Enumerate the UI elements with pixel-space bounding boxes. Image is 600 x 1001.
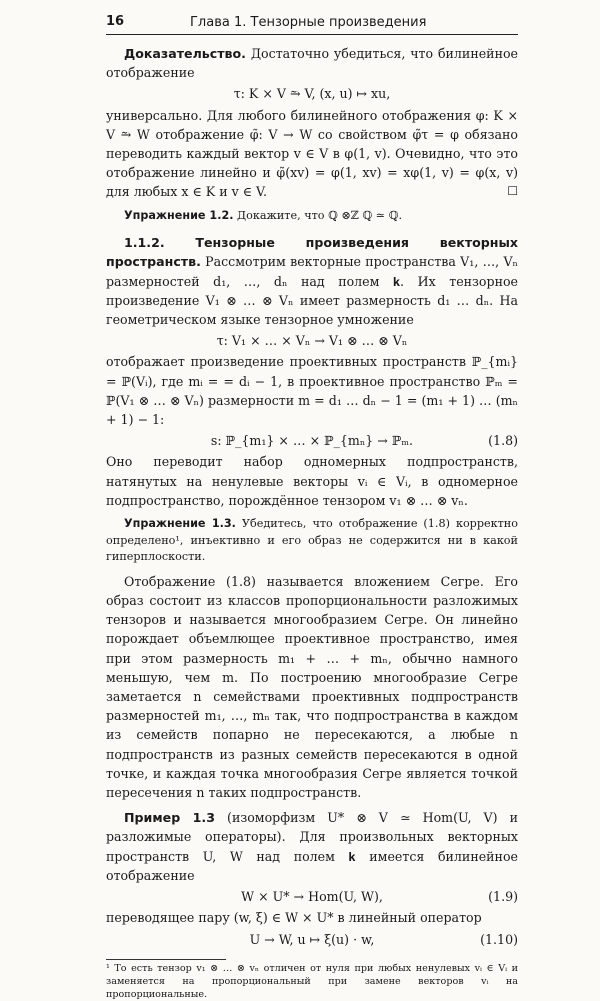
page-number: 16 <box>106 14 125 29</box>
equation-1-9-number: (1.9) <box>488 889 518 905</box>
example-1-3-paragraph <box>106 808 518 885</box>
section-1-1-2-paragraph <box>106 233 518 329</box>
equation-1-8-body: s: ℙ_{m₁} × … × ℙ_{mₙ} → ℙₘ. <box>210 433 414 449</box>
page-content <box>106 44 518 1001</box>
equation-1-10-number: (1.10) <box>480 931 518 947</box>
proof-formula: τ: K × V ⥲ V, (x, u) ↦ xu, <box>233 86 391 102</box>
proof-lead: Достаточно убедиться, что билинейное отображение <box>106 46 518 81</box>
proof-paragraph <box>106 44 518 82</box>
example-1-3-text: (изоморфизм U* ⊗ V ≃ Hom(U, V) и разложимые операторы). Для произвольных векторных пространств U, W над полем 𝐤 имеется билинейное отображение <box>106 810 518 883</box>
running-header <box>106 10 518 35</box>
operator-text: переводящее пару (w, ξ) ∈ W × U* в линейный оператор <box>106 910 482 926</box>
equation-1-9 <box>106 887 518 906</box>
section-1-1-2-heading: 1.1.2. Тензорные произведения векторных пространств. <box>106 235 518 270</box>
exercise-1-2 <box>106 208 518 225</box>
exercise-1-3-label: Упражнение 1.3. <box>124 517 236 531</box>
equation-1-8-number: (1.8) <box>488 433 518 449</box>
chapter-title: Глава 1. Тензорные произведения <box>190 15 427 30</box>
exercise-1-2-label: Упражнение 1.2. <box>124 208 234 222</box>
footnote-rule <box>106 959 226 960</box>
proof-text: универсально. Для любого билинейного отображения φ: K × V ⥲ W отображение φ̃: V → W со свойством φ̃τ = φ обязано переводить каждый вектор v ∈ V в φ(1, v). Очевидно, что это отображение линейно и φ̃(xv) = φ(1, xv) = xφ(1, v) = φ(x, v) для любых x ∈ K и v ∈ V. ☐ <box>106 106 518 202</box>
proof-heading: Доказательство. <box>124 46 246 61</box>
qed-icon: ☐ <box>507 184 518 199</box>
equation-1-8 <box>106 431 518 450</box>
exercise-1-3 <box>106 516 518 566</box>
equation-1-9-body: W × U* → Hom(U, W), <box>241 889 383 905</box>
equation-1-10 <box>106 930 518 949</box>
projective-text: отображает произведение проективных пространств ℙ_{mᵢ} = ℙ(Vᵢ), где mᵢ = = dᵢ − 1, в проективное пространство ℙₘ = ℙ(V₁ ⊗ … ⊗ Vₙ) размерности m = d₁ … dₙ − 1 = (m₁ + 1) … (mₙ + 1) − 1: <box>106 354 518 428</box>
segre-preamble: Оно переводит набор одномерных подпространств, натянутых на ненулевые векторы vᵢ ∈ Vᵢ, в одномерное подпространство, порождённое тензором v₁ ⊗ … ⊗ vₙ. <box>106 454 518 508</box>
exercise-1-3-text: Убедитесь, что отображение (1.8) корректно определено¹, инъективно и его образ не содержится ни в какой гиперплоскости. <box>106 517 519 564</box>
segre-paragraph: Отображение (1.8) называется вложением Сегре. Его образ состоит из классов пропорциональности разложимых тензоров и называется многообразием Сегре. Он линейно порождает объемлющее проективное пространство, имея при этом размерность m₁ + … + mₙ, обычно намного меньшую, чем m. По построению многообразие Сегре заметается n семействами проективных подпространств размерностей m₁, …, mₙ так, что подпространства в каждом из семейств попарно не пересекаются, а любые n подпространств из разных семейств пересекаются в одной точке, и каждая точка многообразия Сегре является точкой пересечения n таких подпространств. <box>106 573 518 801</box>
section-1-1-2-text: Рассмотрим векторные пространства V₁, …, Vₙ размерностей d₁, …, dₙ над полем 𝐤. Их тензорное произведение V₁ ⊗ … ⊗ Vₙ имеет размерность d₁ … dₙ. На геометрическом языке тензорное умножение <box>106 254 518 328</box>
example-1-3-label: Пример 1.3 <box>124 810 215 826</box>
exercise-1-2-text: Докажите, что ℚ ⊗ℤ ℚ ≃ ℚ. <box>233 208 403 222</box>
tensor-multiplication-formula: τ: V₁ × … × Vₙ → V₁ ⊗ … ⊗ Vₙ <box>216 333 408 349</box>
equation-1-10-body: U → W, u ↦ ξ(u) · w, <box>249 931 375 947</box>
footnote: ¹ То есть тензор v₁ ⊗ … ⊗ vₙ отличен от нуля при любых ненулевых vᵢ ∈ Vᵢ и заменяется на пропорциональный при замене векторов vᵢ на пропорциональные. <box>106 962 518 1000</box>
